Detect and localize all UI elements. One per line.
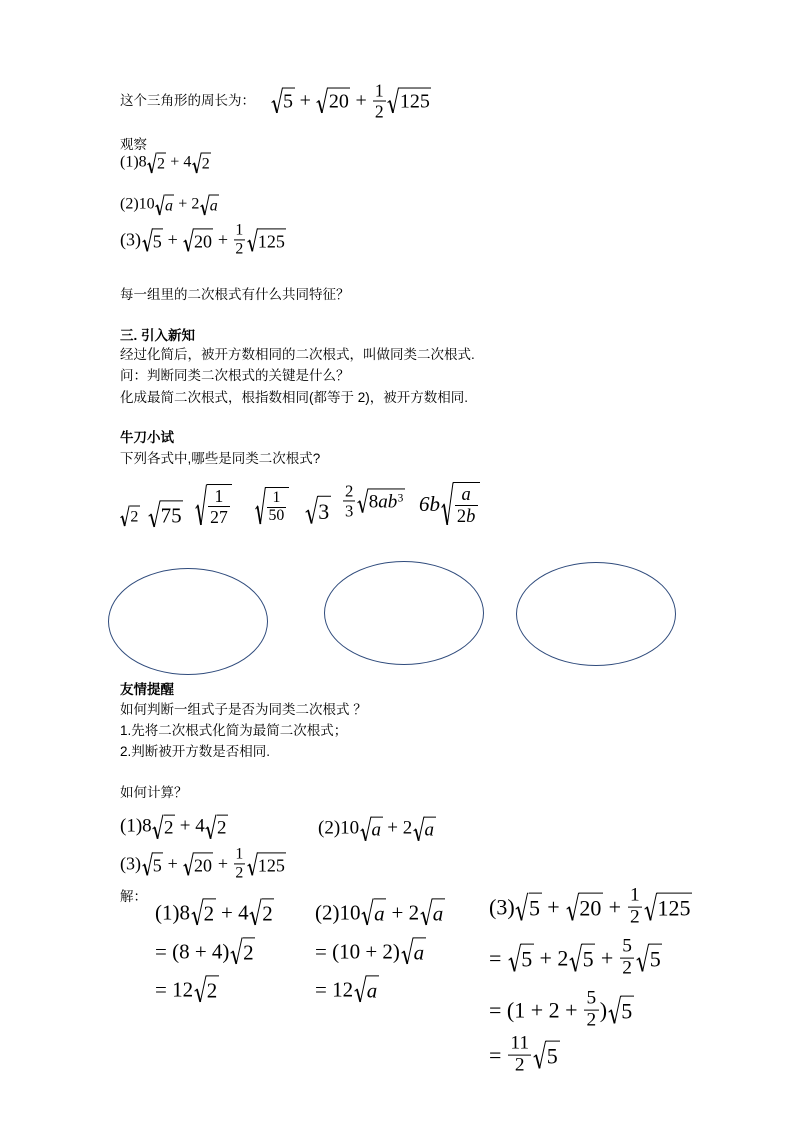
math-text: 27 [210,506,228,527]
radicand [529,893,542,921]
radicand [257,228,286,251]
fraction [455,485,478,526]
numerator [455,485,478,506]
math-text: (3) [120,853,141,874]
sorting-oval-2 [324,561,484,665]
radicand [165,195,175,216]
denominator [267,508,287,525]
calculate-heading: 如何计算？ [120,785,188,800]
radical-sign [147,153,157,174]
denominator [343,502,355,520]
reminder-question: 如何判断一组式子是否为同类二次根式 ？ [120,702,367,717]
square-root [441,482,481,526]
fraction [343,482,355,519]
radicand [164,815,175,840]
square-root [195,484,233,526]
radicand [366,975,379,1002]
fraction [373,82,386,121]
radicand [207,484,233,526]
numerator [584,989,598,1011]
section-heading-new-knowledge: 三. 引入新知 [120,328,196,343]
fraction [508,1034,531,1077]
numerator [267,490,287,508]
radical-sign [255,487,266,525]
practice-radical-5 [304,496,331,524]
math-text: 5 [649,946,661,972]
math-text: 2 [203,901,215,926]
square-root [305,496,331,524]
radicand [283,88,295,114]
math-text: 2 [622,958,632,980]
math-text: 2 [514,1055,525,1077]
radicand [160,500,183,527]
calculate-problem-1 [120,815,228,840]
numerator [234,222,246,240]
exponent: 3 [397,492,404,505]
numerator [620,937,634,959]
math-text: (1)8 [120,816,152,838]
radical-sign [644,893,657,921]
numerator [508,1034,531,1056]
square-root [183,228,214,251]
fraction [620,937,634,980]
denominator [620,959,634,980]
square-root [247,852,287,875]
numerator [234,846,246,864]
radical-sign [608,996,621,1024]
radical-sign [142,852,153,875]
math-text: + 4 [166,153,192,171]
radicand [130,506,140,527]
square-root [316,88,350,114]
math-text: + [163,229,183,250]
math-text: 5 [621,998,633,1024]
radical-sign [569,944,582,972]
denominator [208,507,230,526]
solution-2-line-1 [315,898,445,925]
math-text: 5 [528,895,540,921]
definition-text: 经过化简后，被开方数相同的二次根式，叫做同类二次根式. [120,347,475,362]
radical-sign [191,898,204,925]
math-variable: a [165,197,174,215]
key-answer: 化成最简二次根式，根指数相同(都等于 2)，被开方数相同. [120,390,468,405]
radicand [368,489,405,514]
square-root [191,898,216,925]
observe-question: 每一组里的二次根式有什么共同特征？ [120,287,350,302]
square-root [205,815,228,840]
math-text: (2)10 [120,195,155,213]
radicand [265,487,288,525]
math-text: 125 [399,91,430,113]
observe-expression-3 [120,222,286,257]
square-root [200,195,219,216]
math-text: = [489,1042,507,1068]
math-text: 1 [630,884,640,906]
square-root [147,153,166,174]
math-text: 20 [193,855,212,876]
math-text: 2 [206,978,218,1003]
math-text: 5 [546,1043,558,1069]
math-text: 2 [130,508,139,526]
radicand [194,228,214,251]
square-root [152,815,175,840]
reminder-heading: 友情提醒 [120,682,174,697]
math-text: 2 [374,101,384,122]
square-root [247,228,287,251]
radical-sign [183,852,194,875]
math-text: 3 [318,498,330,524]
solution-1-line-1 [155,898,274,925]
radicand [374,898,387,925]
math-text: 125 [257,855,285,876]
square-root [255,487,289,525]
practice-radical-4 [254,487,289,525]
denominator [455,506,478,526]
math-text: + [350,89,372,112]
solution-2-line-3 [315,975,379,1002]
math-text: 20 [328,91,349,113]
numerator [373,82,386,102]
square-root [644,893,692,921]
radical-sign [361,898,374,925]
square-root [533,1041,559,1069]
radical-sign [247,852,258,875]
radicand [152,228,163,251]
math-variable: ab [378,491,398,513]
math-text: = 12 [155,976,194,1001]
math-text: 50 [268,507,285,525]
square-root [508,944,534,972]
radicand [546,1041,559,1069]
radical-sign [152,815,163,840]
radical-sign [271,88,283,114]
denominator [373,102,386,121]
radicand [152,852,163,875]
practice-radical-6 [342,482,405,519]
math-text: 2 [157,155,166,173]
math-text: 1 [272,488,281,506]
radical-sign [357,489,368,514]
square-root [387,88,431,114]
math-text: (1)8 [155,899,190,924]
denominator [234,241,246,258]
square-root [155,195,174,216]
math-text: (3) [489,894,515,920]
math-text: 20 [193,231,212,252]
radical-sign [354,975,367,1002]
math-text: + [163,853,183,874]
radicand [582,944,595,972]
math-text: 1 [214,486,224,507]
square-root [569,944,595,972]
math-text: 5 [152,855,162,876]
practice-radical-2 [147,500,183,527]
radical-sign [441,482,454,526]
fraction [628,886,642,929]
math-text: + [595,945,619,971]
fraction [584,989,598,1032]
solution-3-line-4 [489,1034,560,1077]
math-variable: a [366,978,378,1003]
radicand [318,496,331,524]
perimeter-expression [270,82,431,121]
radicand [328,88,350,114]
radicand [649,944,662,972]
math-text: 2 [586,1010,597,1032]
math-variable: 6b [419,491,440,516]
math-text: 8 [368,491,379,513]
radical-sign [420,898,433,925]
math-text: 2 [262,901,273,926]
practice-radical-1 [120,506,140,527]
fraction [267,490,287,525]
math-text: (1)8 [120,153,147,171]
square-root [230,937,255,964]
math-text: 5 [586,987,597,1009]
math-text: + 4 [175,816,205,838]
radicand [657,893,692,921]
calculate-problem-3 [120,846,286,881]
solution-label: 解： [120,889,147,904]
math-text: (2)10 [315,899,361,924]
math-variable: a [209,197,218,215]
math-text: 5 [152,231,162,252]
square-root [357,489,405,514]
practice-heading: 牛刀小试 [120,430,174,445]
math-text: + [603,894,627,920]
math-text: 125 [657,895,691,921]
denominator [234,865,246,882]
square-root [120,506,139,527]
math-text: 75 [160,503,182,528]
math-text: (2)10 [318,818,360,840]
math-text: 5 [622,935,632,957]
radicand [432,898,445,925]
math-text: = (10 + 2) [315,938,400,963]
radical-sign [247,228,258,251]
math-text: 2 [235,239,244,257]
solution-3-line-3 [489,989,634,1032]
math-text: 11 [510,1032,530,1054]
square-root [249,898,274,925]
fraction [234,846,246,881]
radical-sign [195,484,207,526]
math-text: 2 [235,863,244,881]
radicand [209,195,219,216]
solution-3-line-2 [489,937,662,980]
square-root [361,898,386,925]
math-text: + 2 [382,818,413,840]
square-root [636,944,662,972]
math-text: = 12 [315,976,354,1001]
radicand [203,898,216,925]
radical-sign [200,195,210,216]
square-root [360,817,383,842]
radicand [262,898,275,925]
math-text: 2 [201,155,210,173]
math-text: 1 [235,845,244,863]
math-text: + [294,89,316,112]
math-text: 5 [282,91,293,113]
radical-sign [533,1041,546,1069]
radical-sign [148,500,161,527]
math-text: 1 [235,221,244,239]
radical-sign [413,817,424,842]
radicand [201,153,211,174]
radical-sign [360,817,371,842]
practice-radical-3 [194,484,232,526]
math-text: + 2 [174,195,200,213]
radical-sign [120,506,130,527]
radicand [579,893,603,921]
radicand [453,482,480,526]
square-root [566,893,603,921]
practice-prompt: 下列各式中,哪些是同类二次根式? [120,451,321,466]
math-text: + [213,229,233,250]
math-variable: a [461,484,471,505]
radicand [424,817,435,842]
square-root [148,500,184,527]
radicand [157,153,167,174]
radical-sign [316,88,328,114]
radical-sign [249,898,262,925]
square-root [608,996,634,1024]
sorting-oval-1 [108,568,268,675]
math-text: 1 [374,80,384,101]
radicand [399,88,431,114]
math-variable: b [466,505,476,526]
numerator [208,487,230,507]
math-text: + 4 [215,899,249,924]
square-root [515,893,541,921]
math-text: = (8 + 4) [155,938,230,963]
math-text: (3) [120,229,141,250]
square-root [194,975,219,1002]
observe-expression-2 [120,195,219,216]
radicand [217,815,228,840]
radicand [521,944,534,972]
solution-1-line-3 [155,975,219,1002]
solution-1-line-2 [155,937,255,964]
reminder-step-1: 1.先将二次根式化简为最简二次根式； [120,723,348,738]
radicand [243,937,256,964]
observe-expression-1 [120,153,211,174]
math-text: 5 [582,946,594,972]
denominator [628,908,642,929]
fraction [208,487,230,526]
square-root [413,817,436,842]
radical-sign [508,944,521,972]
sorting-oval-3 [516,562,676,666]
math-text: + [541,894,566,920]
solution-3-line-1 [489,886,692,929]
radical-sign [305,496,318,524]
math-text: 2 [456,505,467,526]
observe-heading: 观察 [120,137,147,152]
radical-sign [230,937,243,964]
math-text: + 2 [386,899,420,924]
math-variable: a [374,901,385,926]
math-text: 2 [345,481,354,501]
radicand [206,975,219,1002]
math-text: 5 [521,946,533,972]
denominator [584,1011,598,1032]
radical-sign [194,975,207,1002]
radicand [257,852,286,875]
radical-sign [566,893,579,921]
square-root [401,937,426,964]
math-variable: a [413,940,425,965]
math-text: 2 [630,907,640,929]
square-root [354,975,379,1002]
math-text: + [213,853,233,874]
square-root [142,228,164,251]
math-variable: a [424,819,435,841]
radical-sign [155,195,165,216]
radicand [194,852,214,875]
radical-sign [142,228,153,251]
solution-2-line-2 [315,937,426,964]
radical-sign [401,937,414,964]
radical-sign [636,944,649,972]
math-variable: a [432,901,444,926]
square-root [271,88,295,114]
square-root [192,153,211,174]
math-text: 20 [579,895,602,921]
radicand [371,817,382,842]
radical-sign [205,815,216,840]
math-text: 2 [217,817,227,839]
calculate-problem-2 [318,817,436,842]
math-text: 2 [163,817,174,839]
reminder-step-2: 2.判断被开方数是否相同. [120,744,271,759]
radical-sign [183,228,194,251]
square-root [420,898,445,925]
math-text: 125 [257,231,285,252]
radicand [413,937,426,964]
numerator [628,886,642,908]
math-text: = (1 + 2 + [489,997,584,1023]
math-text: 2 [243,940,254,965]
math-text: ) [599,997,608,1023]
math-text: = [489,945,507,971]
radical-sign [387,88,399,114]
fraction [234,222,246,257]
perimeter-label: 这个三角形的周长为： [120,93,255,108]
key-question: 问：判断同类二次根式的关键是什么？ [120,368,350,383]
denominator [508,1056,531,1077]
practice-radical-7 [419,482,480,526]
square-root [142,852,164,875]
radical-sign [192,153,202,174]
square-root [183,852,214,875]
math-variable: a [371,819,381,841]
numerator [343,482,355,501]
radical-sign [515,893,528,921]
math-text: 3 [345,501,354,520]
radicand [621,996,634,1024]
math-text: + 2 [533,945,569,971]
